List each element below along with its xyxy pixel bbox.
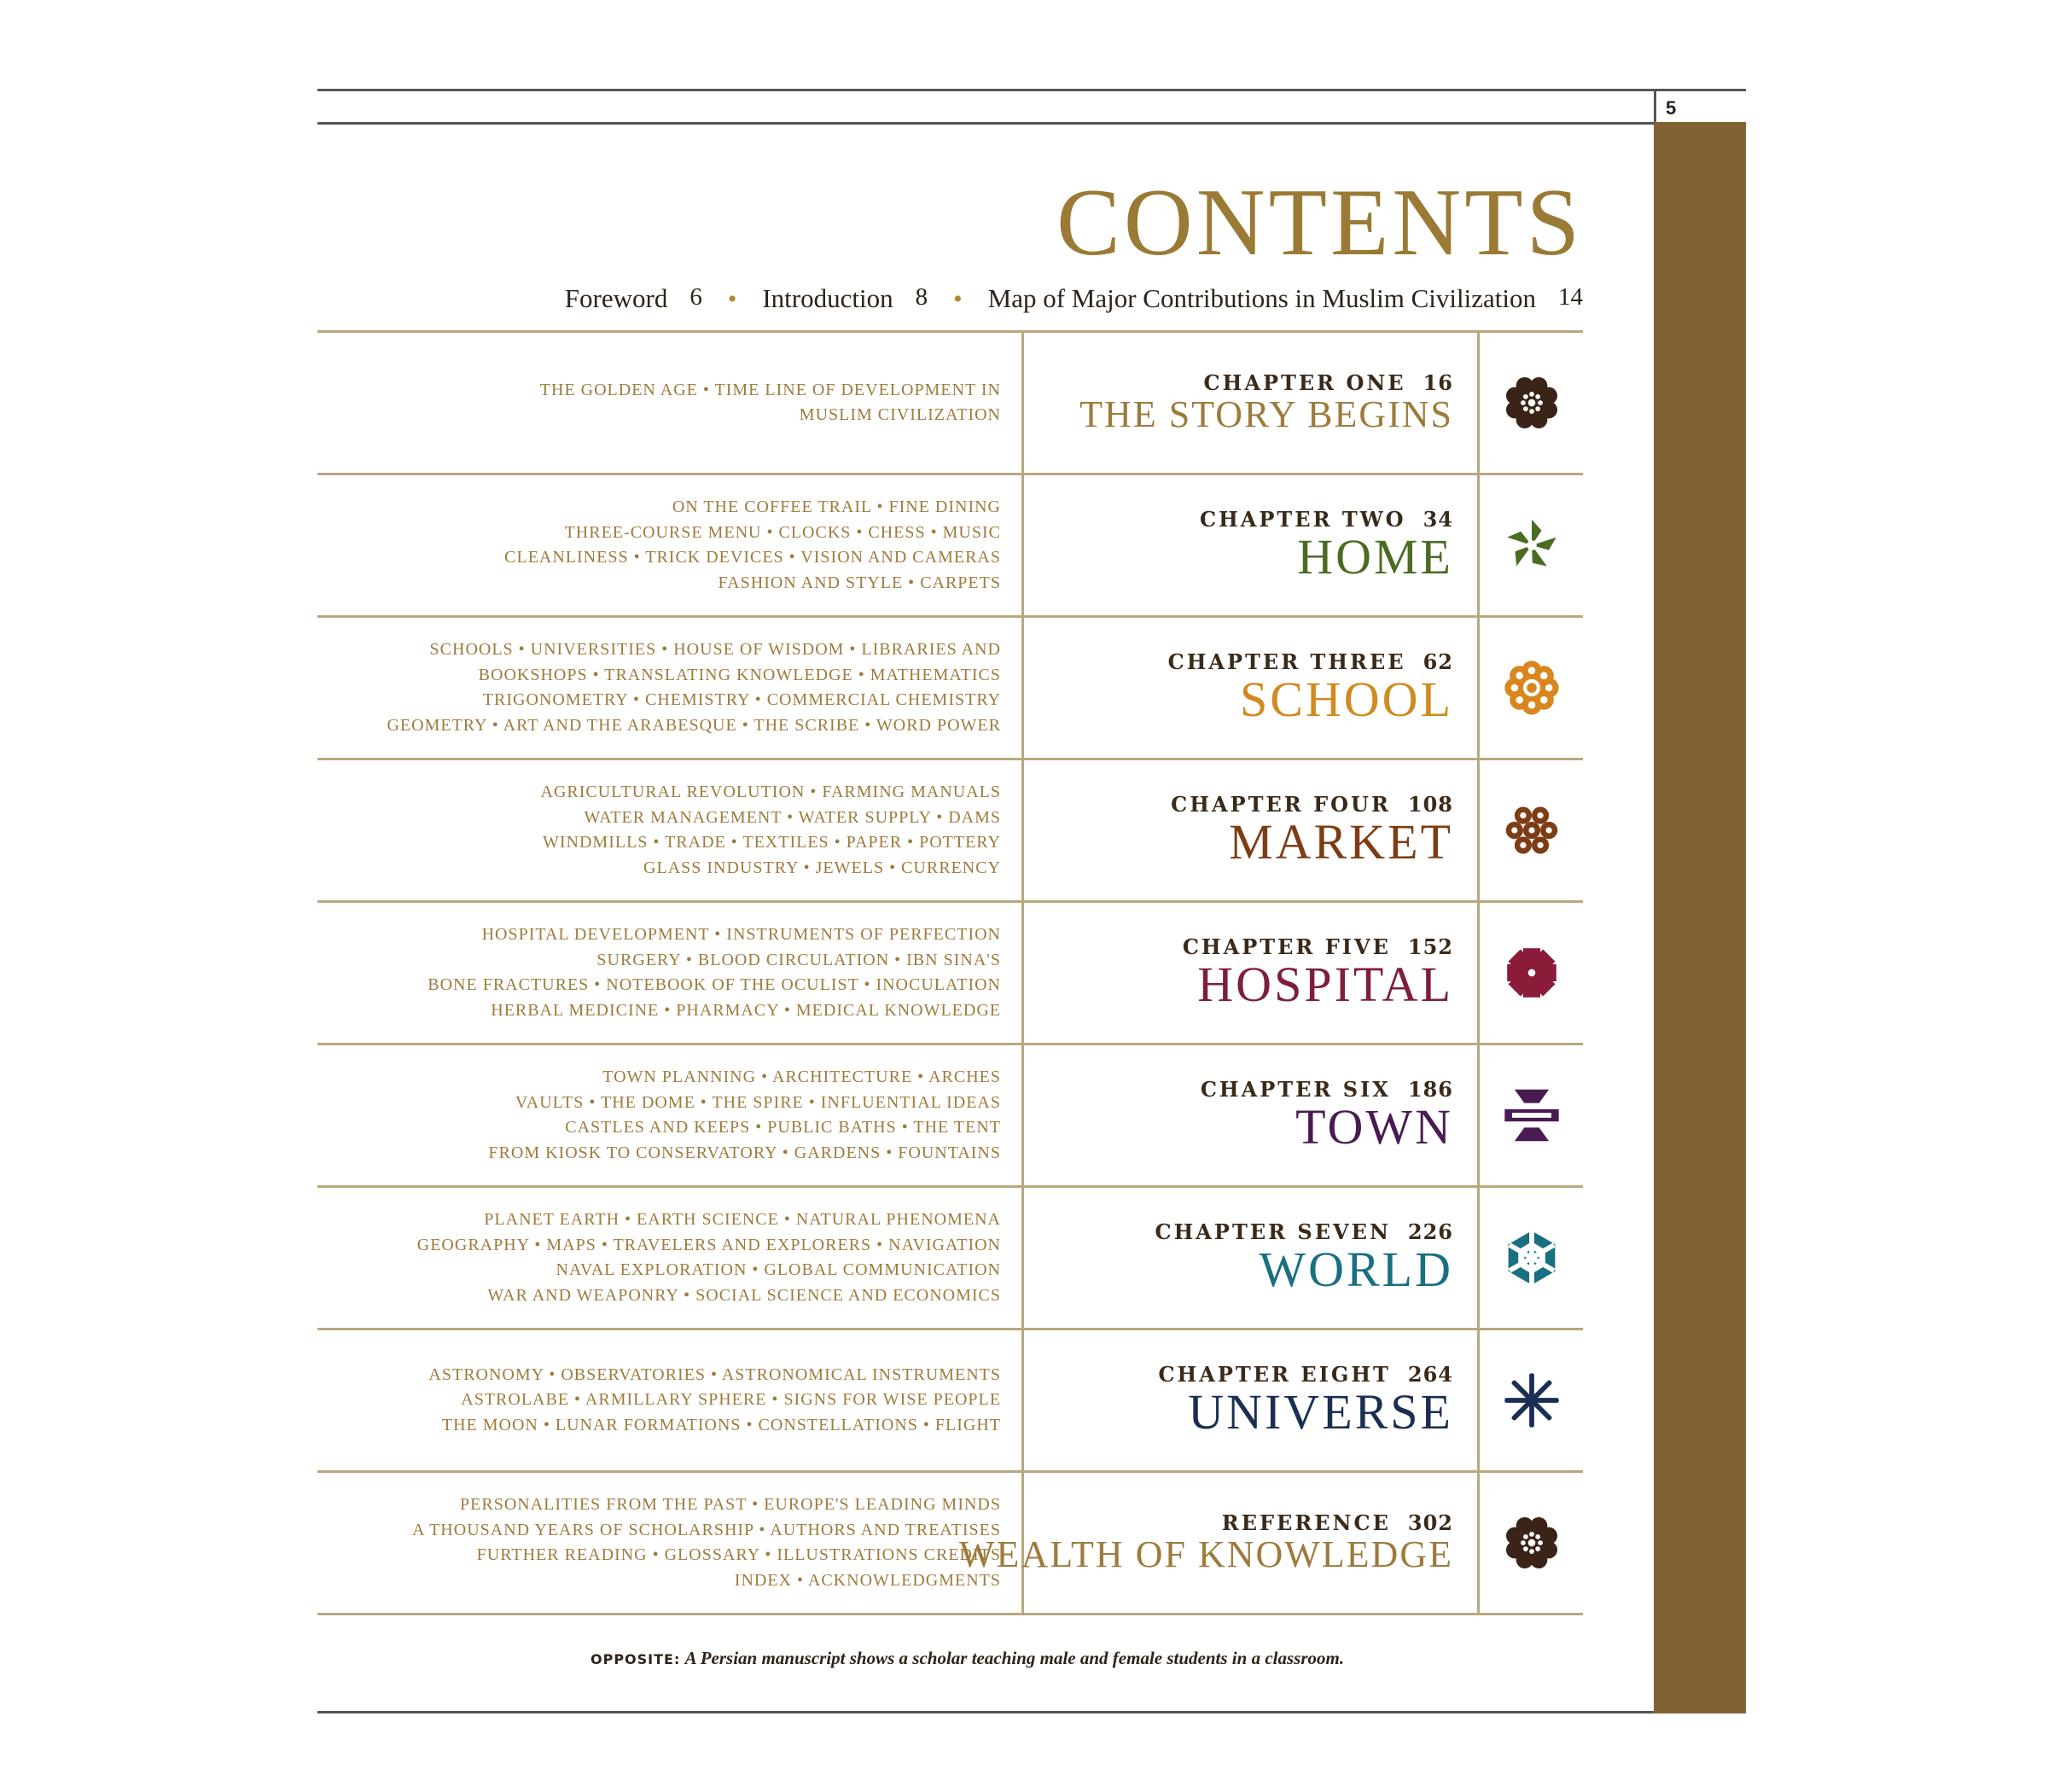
topic-line: ON THE COFFEE TRAIL • FINE DINING xyxy=(672,497,1001,516)
topic-line: ASTRONOMY • OBSERVATORIES • ASTRONOMICAL INSTRUMENTS xyxy=(428,1364,1001,1384)
topic-line: PERSONALITIES FROM THE PAST • EUROPE'S LEADING MINDS xyxy=(460,1495,1001,1514)
topic-line: HERBAL MEDICINE • PHARMACY • MEDICAL KNOWLEDGE xyxy=(491,1000,1001,1020)
chapter-label-line xyxy=(1155,1219,1453,1244)
topic-line: BONE FRACTURES • NOTEBOOK OF THE OCULIST • INOCULATION xyxy=(428,975,1001,994)
chapter-page-number: 226 xyxy=(1407,1219,1453,1245)
chapter-row xyxy=(317,1328,1583,1470)
topic-line: THE GOLDEN AGE • TIME LINE OF DEVELOPMENT IN xyxy=(539,380,1001,399)
chapter-label: CHAPTER FIVE xyxy=(1182,934,1391,960)
chapter-title: WEALTH OF KNOWLEDGE xyxy=(959,1533,1453,1576)
topic-line: WATER MANAGEMENT • WATER SUPPLY • DAMS xyxy=(584,807,1001,827)
arch-bar-icon xyxy=(1480,1045,1583,1185)
chapter-title: THE STORY BEGINS xyxy=(1079,393,1453,436)
separator-dot: • xyxy=(727,285,737,313)
front-matter-label: Map of Major Contributions in Muslim Civilization xyxy=(987,283,1536,313)
chapter-page-number: 264 xyxy=(1407,1362,1453,1388)
chapter-page-number: 302 xyxy=(1407,1510,1453,1536)
chapter-topics xyxy=(317,1330,1024,1470)
chapter-page-number: 152 xyxy=(1407,934,1453,960)
topic-line: SURGERY • BLOOD CIRCULATION • IBN SINA'S xyxy=(596,950,1001,969)
topic-line: WINDMILLS • TRADE • TEXTILES • PAPER • POTTERY xyxy=(543,833,1001,852)
chapter-title: HOSPITAL xyxy=(1197,957,1453,1013)
topic-line: A THOUSAND YEARS OF SCHOLARSHIP • AUTHORS AND TREATISES xyxy=(412,1520,1001,1539)
topic-line: VAULTS • THE DOME • THE SPIRE • INFLUENTIAL IDEAS xyxy=(515,1092,1001,1112)
chapter-label: CHAPTER SIX xyxy=(1200,1077,1391,1103)
chapter-heading[interactable] xyxy=(1024,475,1480,615)
chapter-topics xyxy=(317,1473,1024,1613)
front-matter-item[interactable] xyxy=(762,283,928,314)
front-matter-label: Foreword xyxy=(564,283,668,313)
chapter-title: MARKET xyxy=(1229,814,1453,870)
topic-line: GEOGRAPHY • MAPS • TRAVELERS AND EXPLORERS • NAVIGATION xyxy=(416,1235,1001,1254)
chapter-row xyxy=(317,758,1583,900)
top-rule xyxy=(317,89,1746,91)
chapter-topics xyxy=(317,333,1024,473)
chapter-page-number: 34 xyxy=(1423,507,1453,532)
chapter-title: SCHOOL xyxy=(1239,672,1453,728)
topic-line: CLEANLINESS • TRICK DEVICES • VISION AND CAMERAS xyxy=(504,548,1001,567)
side-divider xyxy=(1654,89,1656,123)
chapter-label-line xyxy=(1168,649,1453,674)
front-matter-item[interactable] xyxy=(988,283,1583,314)
chapter-label: CHAPTER ONE xyxy=(1203,370,1406,396)
pinwheel-star-icon xyxy=(1480,475,1583,615)
chapter-page-number: 62 xyxy=(1423,649,1453,675)
chapter-heading[interactable] xyxy=(959,1473,1480,1613)
caption-text: A Persian manuscript shows a scholar teaching male and female students in a classroom. xyxy=(684,1648,1345,1668)
asterisk-star-icon xyxy=(1480,1330,1583,1470)
chapter-topics xyxy=(317,760,1024,900)
eight-petal-flower-icon xyxy=(1480,1473,1583,1613)
chapter-title: UNIVERSE xyxy=(1188,1384,1453,1440)
chapter-topics xyxy=(317,475,1024,615)
chapter-title: WORLD xyxy=(1259,1242,1453,1298)
front-matter-label: Introduction xyxy=(762,283,893,313)
topic-line: THREE-COURSE MENU • CLOCKS • CHESS • MUSIC xyxy=(564,522,1001,542)
chapter-topics xyxy=(317,1045,1024,1185)
chapter-topics xyxy=(317,1188,1024,1328)
hexagon-dots-icon xyxy=(1480,760,1583,900)
chapter-heading[interactable] xyxy=(1024,1045,1480,1185)
page-title: CONTENTS xyxy=(1056,170,1583,276)
chapter-label-line xyxy=(1171,792,1453,817)
topic-line: FURTHER READING • GLOSSARY • ILLUSTRATIONS CREDITS xyxy=(476,1545,1001,1564)
topic-line: PLANET EARTH • EARTH SCIENCE • NATURAL PHENOMENA xyxy=(484,1210,1001,1229)
topic-line: THE MOON • LUNAR FORMATIONS • CONSTELLATIONS • FLIGHT xyxy=(441,1415,1001,1434)
side-color-bar xyxy=(1654,122,1746,1713)
topic-line: MUSLIM CIVILIZATION xyxy=(799,405,1001,424)
topic-line: CASTLES AND KEEPS • PUBLIC BATHS • THE TENT xyxy=(565,1118,1001,1137)
caption xyxy=(591,1648,1344,1669)
chapter-page-number: 16 xyxy=(1423,370,1453,396)
topic-line: HOSPITAL DEVELOPMENT • INSTRUMENTS OF PERFECTION xyxy=(481,925,1001,944)
chapter-label: CHAPTER EIGHT xyxy=(1158,1362,1391,1388)
topic-line: NAVAL EXPLORATION • GLOBAL COMMUNICATION xyxy=(556,1260,1001,1279)
chapter-row xyxy=(317,1043,1583,1185)
chapter-label-line xyxy=(1201,1077,1453,1102)
star-flower-icon xyxy=(1480,903,1583,1043)
chapter-row xyxy=(317,615,1583,758)
rosette-icon xyxy=(1480,618,1583,758)
chapter-title: TOWN xyxy=(1295,1099,1453,1155)
topic-line: ASTROLABE • ARMILLARY SPHERE • SIGNS FOR WISE PEOPLE xyxy=(461,1390,1001,1410)
front-matter-list xyxy=(565,283,1583,314)
topic-line: GEOMETRY • ART AND THE ARABESQUE • THE SCRIBE • WORD POWER xyxy=(387,715,1001,735)
topic-line: INDEX • ACKNOWLEDGMENTS xyxy=(734,1570,1001,1590)
topic-line: SCHOOLS • UNIVERSITIES • HOUSE OF WISDOM • LIBRARIES AND xyxy=(429,640,1001,659)
chapter-heading[interactable] xyxy=(1024,1188,1480,1328)
chapter-row xyxy=(317,473,1583,615)
front-matter-page: 8 xyxy=(915,283,928,311)
chapter-row xyxy=(317,1185,1583,1328)
eight-petal-flower-icon xyxy=(1480,333,1583,473)
topic-line: GLASS INDUSTRY • JEWELS • CURRENCY xyxy=(643,858,1001,877)
chapter-label-line xyxy=(1204,370,1453,395)
chapter-label: CHAPTER SEVEN xyxy=(1155,1219,1391,1245)
chapter-topics xyxy=(317,618,1024,758)
chapter-label: CHAPTER FOUR xyxy=(1171,792,1391,817)
front-matter-item[interactable] xyxy=(565,283,702,314)
chapter-heading[interactable] xyxy=(1024,1330,1480,1470)
chapter-row xyxy=(317,900,1583,1043)
topic-line: FROM KIOSK TO CONSERVATORY • GARDENS • FOUNTAINS xyxy=(488,1143,1001,1162)
chapter-heading[interactable] xyxy=(1024,618,1480,758)
chapter-heading[interactable] xyxy=(1024,903,1480,1043)
chapter-label-line xyxy=(1158,1362,1453,1387)
topic-line: BOOKSHOPS • TRANSLATING KNOWLEDGE • MATHEMATICS xyxy=(478,665,1001,684)
header-rule xyxy=(317,122,1654,125)
caption-label: OPPOSITE: xyxy=(591,1651,681,1667)
chapter-label-line xyxy=(1222,1510,1453,1535)
front-matter-page: 6 xyxy=(689,283,702,311)
chapter-row xyxy=(317,1470,1583,1615)
chapter-label-line xyxy=(1183,934,1453,959)
front-matter-page: 14 xyxy=(1558,283,1583,311)
topic-line: AGRICULTURAL REVOLUTION • FARMING MANUALS xyxy=(540,783,1001,801)
separator-dot: • xyxy=(953,285,963,313)
bottom-rule xyxy=(317,1711,1654,1713)
chapter-label: CHAPTER TWO xyxy=(1199,507,1406,532)
chapter-heading[interactable] xyxy=(1024,760,1480,900)
topic-line: FASHION AND STYLE • CARPETS xyxy=(718,573,1001,592)
chapter-row xyxy=(317,330,1583,473)
chapter-label-line xyxy=(1200,507,1453,532)
chapter-heading[interactable] xyxy=(1024,333,1480,473)
chapter-page-number: 186 xyxy=(1407,1077,1453,1103)
topic-line: TRIGONOMETRY • CHEMISTRY • COMMERCIAL CHEMISTRY xyxy=(482,690,1001,709)
page-number: 5 xyxy=(1666,97,1677,119)
chapter-title: HOME xyxy=(1297,529,1453,585)
topic-line: TOWN PLANNING • ARCHITECTURE • ARCHES xyxy=(602,1068,1001,1086)
chapter-page-number: 108 xyxy=(1407,792,1453,817)
contents-table xyxy=(317,330,1583,1615)
trefoil-hexagon-icon xyxy=(1480,1188,1583,1328)
chapter-label: REFERENCE xyxy=(1221,1510,1391,1536)
chapter-label: CHAPTER THREE xyxy=(1167,649,1406,675)
topic-line: WAR AND WEAPONRY • SOCIAL SCIENCE AND ECONOMICS xyxy=(487,1285,1001,1305)
chapter-topics xyxy=(317,903,1024,1043)
